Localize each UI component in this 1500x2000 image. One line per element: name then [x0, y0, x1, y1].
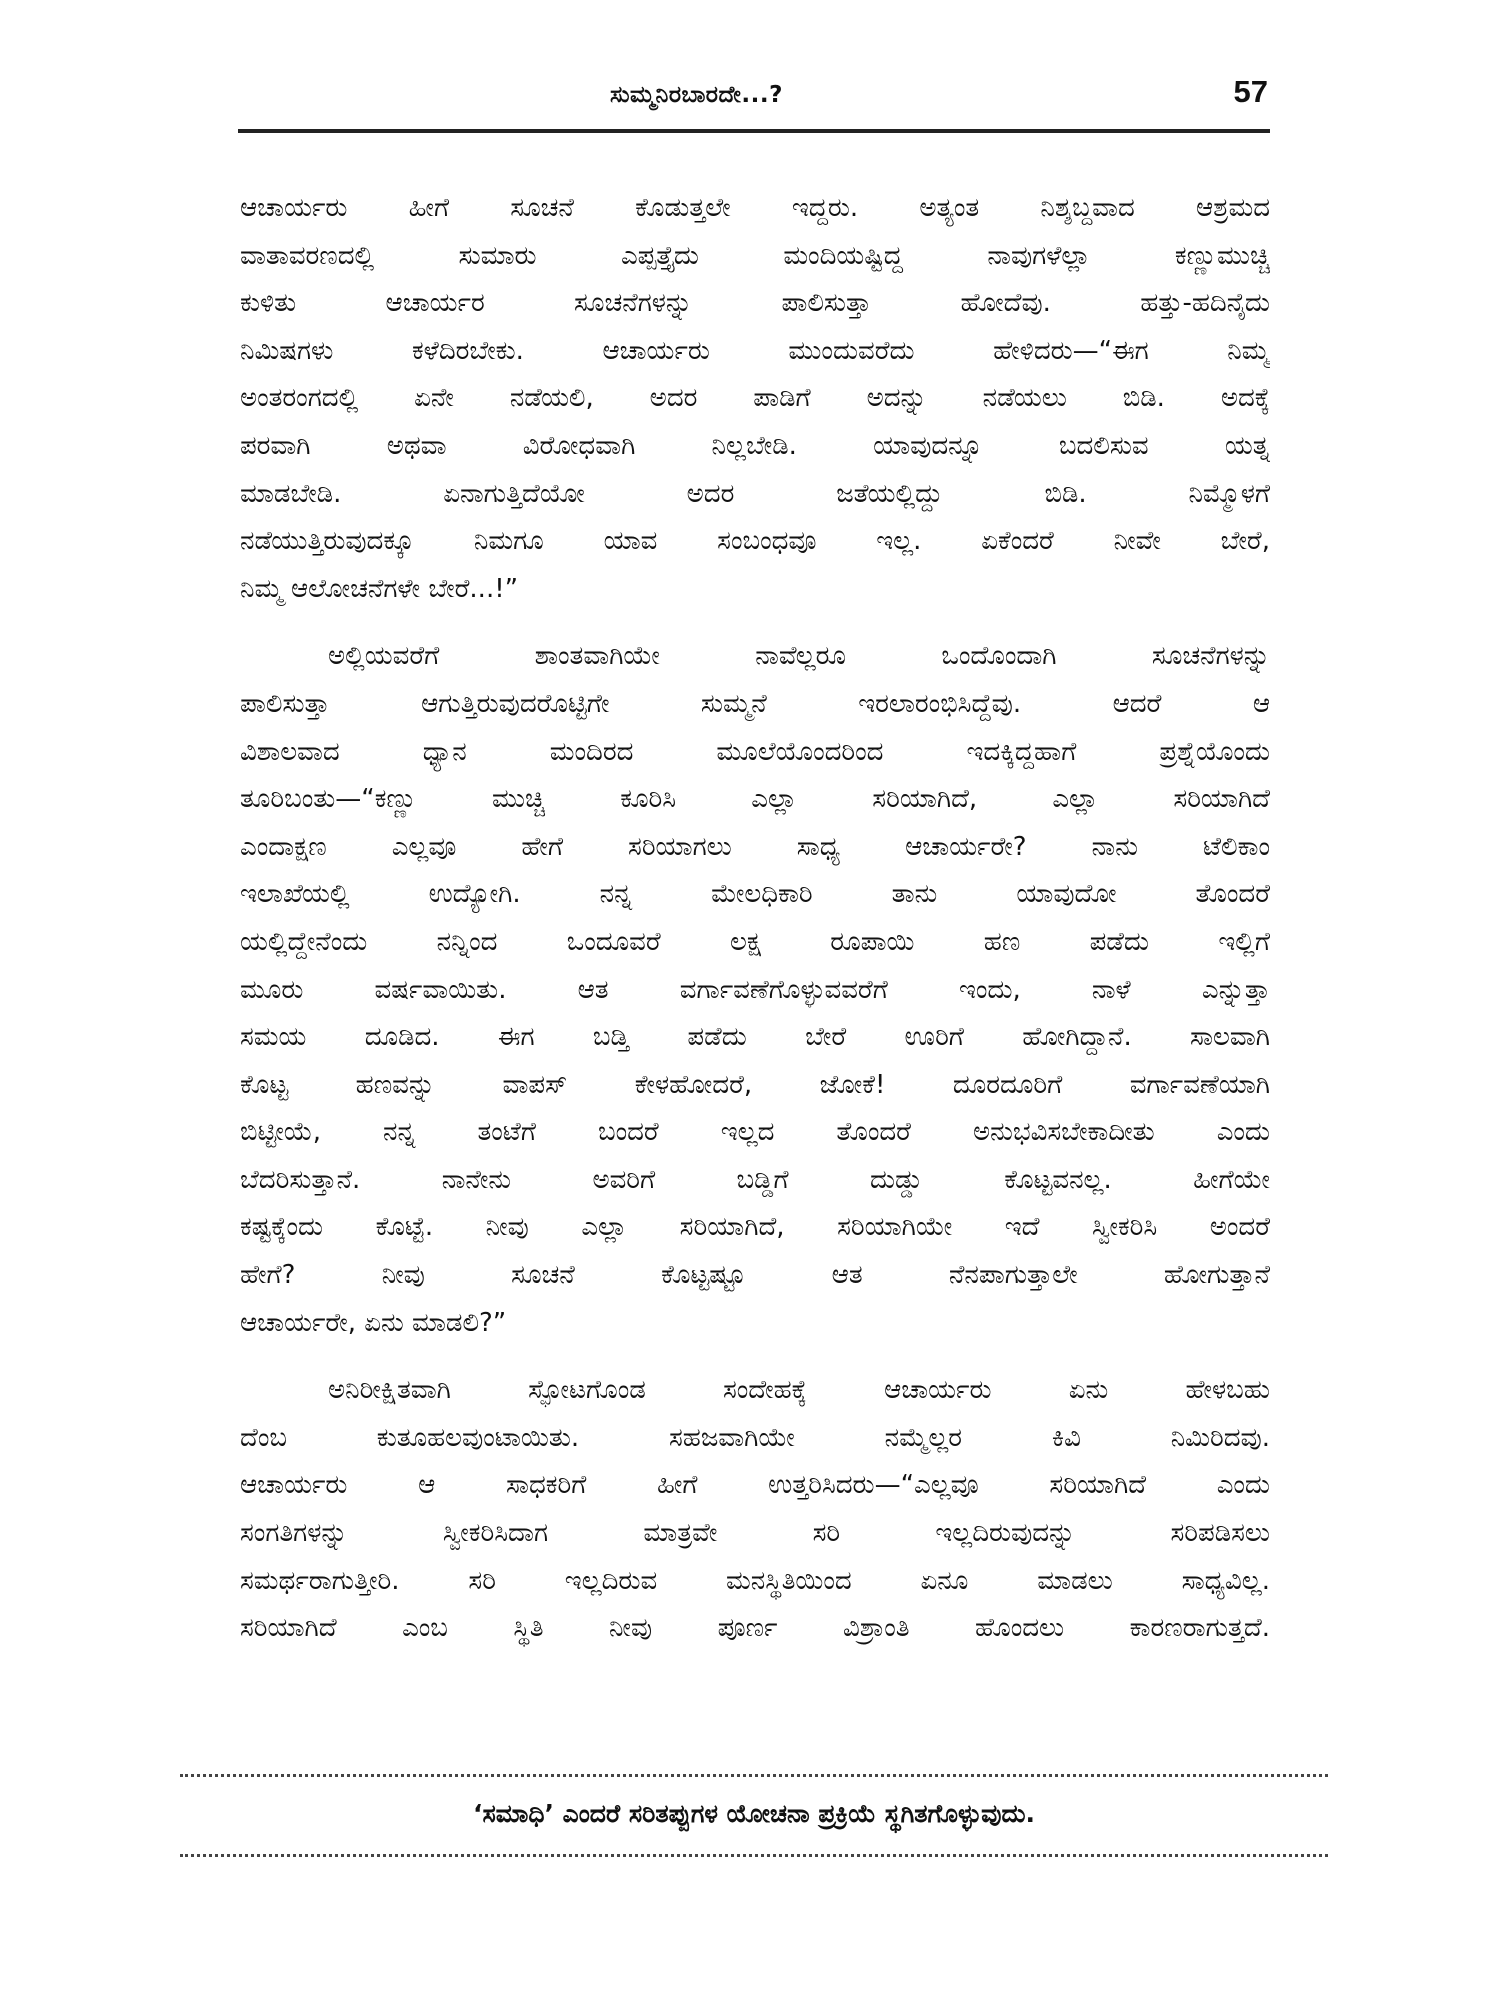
running-title: ಸುಮ್ಮನಿರಬಾರದೇ...?: [610, 82, 783, 108]
text-line: ಆಚಾರ್ಯರೇ, ಏನು ಮಾಡಲಿ?”: [240, 1307, 507, 1338]
text-line: ನಡೆಯುತ್ತಿರುವುದಕ್ಕೂ ನಿಮಗೂ ಯಾವ ಸಂಬಂಧವೂ ಇಲ್ಲ. ಏಕೆಂದರೆ ನೀವೇ ಬೇರೆ,: [240, 526, 1270, 557]
text-line: ಯಲ್ಲಿದ್ದೇನೆಂದು ನನ್ನಿಂದ ಒಂದೂವರೆ ಲಕ್ಷ ರೂಪಾಯಿ ಹಣ ಪಡೆದು ಇಲ್ಲಿಗೆ: [240, 926, 1270, 957]
footer-quote: ‘ಸಮಾಧಿ’ ಎಂದರೆ ಸರಿತಪ್ಪುಗಳ ಯೋಚನಾ ಪ್ರಕ್ರಿಯೆ ಸ್ಥಗಿತಗೊಳ್ಳುವುದು.: [472, 1799, 1036, 1828]
text-line: ಕಷ್ಟಕ್ಕೆಂದು ಕೊಟ್ಟೆ. ನೀವು ಎಲ್ಲಾ ಸರಿಯಾಗಿದೆ, ಸರಿಯಾಗಿಯೇ ಇದೆ ಸ್ವೀಕರಿಸಿ ಅಂದರೆ: [240, 1212, 1270, 1243]
text-line: ಸಮಯ ದೂಡಿದ. ಈಗ ಬಡ್ತಿ ಪಡೆದು ಬೇರೆ ಊರಿಗೆ ಹೋಗಿದ್ದಾನೆ. ಸಾಲವಾಗಿ: [240, 1022, 1270, 1053]
text-line: ಆಚಾರ್ಯರು ಆ ಸಾಧಕರಿಗೆ ಹೀಗೆ ಉತ್ತರಿಸಿದರು—“ಎಲ್ಲವೂ ಸರಿಯಾಗಿದೆ ಎಂದು: [240, 1470, 1270, 1501]
text-line: ಸಮರ್ಥರಾಗುತ್ತೀರಿ. ಸರಿ ಇಲ್ಲದಿರುವ ಮನಸ್ಥಿತಿಯಿಂದ ಏನೂ ಮಾಡಲು ಸಾಧ್ಯವಿಲ್ಲ.: [240, 1565, 1270, 1596]
text-line: ಆಚಾರ್ಯರು ಹೀಗೆ ಸೂಚನೆ ಕೊಡುತ್ತಲೇ ಇದ್ದರು. ಅತ್ಯಂತ ನಿಶ್ಶಬ್ದವಾದ ಆಶ್ರಮದ: [240, 193, 1270, 223]
text-line: ವಾತಾವರಣದಲ್ಲಿ ಸುಮಾರು ಎಪ್ಪತ್ತೈದು ಮಂದಿಯಷ್ಟಿದ್ದ ನಾವುಗಳೆಲ್ಲಾ ಕಣ್ಣುಮುಚ್ಚಿ: [240, 240, 1270, 271]
running-head: [238, 74, 1268, 128]
text-line: ಮಾಡಬೇಡಿ. ಏನಾಗುತ್ತಿದೆಯೋ ಅದರ ಜತೆಯಲ್ಲಿದ್ದು ಬಿಡಿ. ನಿಮ್ಮೊಳಗೆ: [240, 478, 1270, 509]
text-line: ಮೂರು ವರ್ಷವಾಯಿತು. ಆತ ವರ್ಗಾವಣೆಗೊಳ್ಳುವವರೆಗೆ ಇಂದು, ನಾಳೆ ಎನ್ನುತ್ತಾ: [240, 974, 1270, 1005]
page-number: 57: [1233, 74, 1268, 109]
text-line: ಇಲಾಖೆಯಲ್ಲಿ ಉದ್ಯೋಗಿ. ನನ್ನ ಮೇಲಧಿಕಾರಿ ತಾನು ಯಾವುದೋ ತೊಂದರೆ: [240, 879, 1270, 910]
text-line: ಬಿಟ್ಟೀಯೆ, ನನ್ನ ತಂಟೆಗೆ ಬಂದರೆ ಇಲ್ಲದ ತೊಂದರೆ ಅನುಭವಿಸಬೇಕಾದೀತು ಎಂದು: [240, 1117, 1270, 1148]
text-line: ಕುಳಿತು ಆಚಾರ್ಯರ ಸೂಚನೆಗಳನ್ನು ಪಾಲಿಸುತ್ತಾ ಹೋದೆವು. ಹತ್ತು-ಹದಿನೈದು: [240, 288, 1270, 319]
text-line: ತೂರಿಬಂತು—“ಕಣ್ಣು ಮುಚ್ಚಿ ಕೂರಿಸಿ ಎಲ್ಲಾ ಸರಿಯಾಗಿದೆ, ಎಲ್ಲಾ ಸರಿಯಾಗಿದೆ: [240, 784, 1270, 815]
text-line: ದೆಂಬ ಕುತೂಹಲವುಂಟಾಯಿತು. ಸಹಜವಾಗಿಯೇ ನಮ್ಮೆಲ್ಲರ ಕಿವಿ ನಿಮಿರಿದವು.: [240, 1422, 1270, 1453]
paragraph-1: [240, 185, 1270, 613]
text-line: ನಿಮ್ಮ ಆಲೋಚನೆಗಳೇ ಬೇರೆ...!”: [240, 573, 519, 604]
text-line: ಹೇಗೆ? ನೀವು ಸೂಚನೆ ಕೊಟ್ಟಷ್ಟೂ ಆತ ನೆನಪಾಗುತ್ತಾಲೇ ಹೋಗುತ್ತಾನೆ: [240, 1260, 1270, 1291]
header-rule: [238, 129, 1270, 133]
paragraph-2: [240, 633, 1270, 1347]
footer-dotted-rule-bottom: [180, 1854, 1328, 1857]
footer-dotted-rule-top: [180, 1774, 1328, 1777]
text-line: ಎಂದಾಕ್ಷಣ ಎಲ್ಲವೂ ಹೇಗೆ ಸರಿಯಾಗಲು ಸಾಧ್ಯ ಆಚಾರ್ಯರೇ? ನಾನು ಟೆಲಿಕಾಂ: [240, 831, 1270, 862]
text-line: ವಿಶಾಲವಾದ ಧ್ಯಾನ ಮಂದಿರದ ಮೂಲೆಯೊಂದರಿಂದ ಇದಕ್ಕಿದ್ದಹಾಗೆ ಪ್ರಶ್ನೆಯೊಂದು: [240, 736, 1270, 767]
body-text: [240, 185, 1270, 1673]
text-line: ನಿಮಿಷಗಳು ಕಳೆದಿರಬೇಕು. ಆಚಾರ್ಯರು ಮುಂದುವರೆದು ಹೇಳಿದರು—“ಈಗ ನಿಮ್ಮ: [240, 335, 1270, 366]
text-line: ಪರವಾಗಿ ಅಥವಾ ವಿರೋಧವಾಗಿ ನಿಲ್ಲಬೇಡಿ. ಯಾವುದನ್ನೂ ಬದಲಿಸುವ ಯತ್ನ: [240, 430, 1270, 461]
text-line: ಬೆದರಿಸುತ್ತಾನೆ. ನಾನೇನು ಅವರಿಗೆ ಬಡ್ಡಿಗೆ ದುಡ್ಡು ಕೊಟ್ಟವನಲ್ಲ. ಹೀಗೆಯೇ: [240, 1164, 1270, 1195]
text-line: ಸಂಗತಿಗಳನ್ನು ಸ್ವೀಕರಿಸಿದಾಗ ಮಾತ್ರವೇ ಸರಿ ಇಲ್ಲದಿರುವುದನ್ನು ಸರಿಪಡಿಸಲು: [240, 1518, 1270, 1549]
text-line: ಸರಿಯಾಗಿದೆ ಎಂಬ ಸ್ಥಿತಿ ನೀವು ಪೂರ್ಣ ವಿಶ್ರಾಂತಿ ಹೊಂದಲು ಕಾರಣರಾಗುತ್ತದೆ.: [240, 1613, 1270, 1644]
text-line: ಅಲ್ಲಿಯವರೆಗೆ ಶಾಂತವಾಗಿಯೇ ನಾವೆಲ್ಲರೂ ಒಂದೊಂದಾಗಿ ಸೂಚನೆಗಳನ್ನು: [328, 641, 1270, 672]
paragraph-3: [240, 1367, 1270, 1653]
text-line: ಪಾಲಿಸುತ್ತಾ ಆಗುತ್ತಿರುವುದರೊಟ್ಟಿಗೇ ಸುಮ್ಮನೆ ಇರಲಾರಂಭಿಸಿದ್ದೆವು. ಆದರೆ ಆ: [240, 688, 1270, 719]
text-line: ಅಂತರಂಗದಲ್ಲಿ ಏನೇ ನಡೆಯಲಿ, ಅದರ ಪಾಡಿಗೆ ಅದನ್ನು ನಡೆಯಲು ಬಿಡಿ. ಅದಕ್ಕೆ: [240, 383, 1270, 414]
text-line: ಅನಿರೀಕ್ಷಿತವಾಗಿ ಸ್ಫೋಟಗೊಂಡ ಸಂದೇಹಕ್ಕೆ ಆಚಾರ್ಯರು ಏನು ಹೇಳಬಹು: [328, 1375, 1270, 1406]
text-line: ಕೊಟ್ಟ ಹಣವನ್ನು ವಾಪಸ್ ಕೇಳಹೋದರೆ, ಜೋಕೆ! ದೂರದೂರಿಗೆ ವರ್ಗಾವಣೆಯಾಗಿ: [240, 1069, 1270, 1100]
